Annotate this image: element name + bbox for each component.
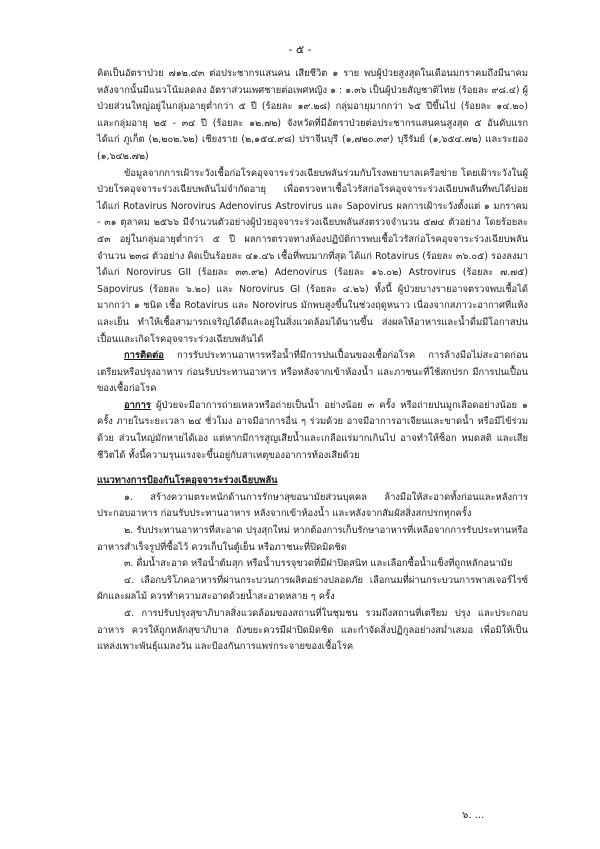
symptoms-text: ผู้ป่วยจะมีอาการถ่ายเหลวหรือถ่ายเป็นน้ำ อย่างน้อย ๓ ครั้ง หรือถ่ายปนมูกเลือดอย่างน้อย ๑ ครั้ง ภายในระยะเวลา ๒๔ ชั่วโมง อาจมีอาการอื่น ๆ ร่วมด้วย อาจมีอาการอาเจียนและขาดน้ำ หรือมีไข้ร่วมด้วย ส่วนใหญ่มักหายได้เอง แต่หากมีการสูญเสียน้ำและเกลือแร่มากเกินไป อาจทำให้ช็อก หมดสติ และเสียชีวิตได้ ทั้งนี้ความรุนแรงจะขึ้นอยู่กับสาเหตุของอาการท้องเสียด้วย xyxy=(97,399,528,461)
paragraph-incidence: คิดเป็นอัตราป่วย ๗๑๒.๔๓ ต่อประชากรแสนคน เสียชีวิต ๑ ราย พบผู้ป่วยสูงสุดในเดือนมกราคมถึงมีนาคม หลังจากนั้นมีแนวโน้มลดลง อัตราส่วนเพศชายต่อเพศหญิง ๑ : ๑.๓๖ เป็นผู้ป่วยสัญชาติไทย (ร้อยละ ๙๘.๔) ผู้ป่วยส่วนใหญ่อยู่ในกลุ่มอายุต่ำกว่า ๕ ปี (ร้อยละ ๑๙.๒๘) กลุ่มอายุมากกว่า ๖๕ ปีขึ้นไป (ร้อยละ ๑๔.๒๐) และกลุ่มอายุ ๒๕ - ๓๔ ปี (ร้อยละ ๑๒.๗๒) จังหวัดที่มีอัตราป่วยต่อประชากรแสนคนสูงสุด ๕ อันดับแรก ได้แก่ ภูเก็ต (๒,๒๐๒.๖๒) เชียงราย (๒,๑๕๔.๙๘) ปราจีนบุรี (๑,๗๒๐.๓๙) บุรีรัมย์ (๑,๖๕๔.๗๒) และระยอง (๑,๖๔๒.๗๒) xyxy=(97,68,528,162)
prevention-item-4: ๔. เลือกบริโภคอาหารที่ผ่านกระบวนการผลิตอย่างปลอดภัย เลือกนมที่ผ่านกระบวนการพาสเจอร์ไรซ์ ผักและผลไม้ ควรทำความสะอาดด้วยน้ำสะอาดหลาย ๆ ครั้ง xyxy=(97,574,528,603)
paragraph-symptoms xyxy=(97,398,528,464)
prevention-heading: แนวทางการป้องกันโรคอุจจาระร่วงเฉียบพลัน xyxy=(97,475,278,487)
prevention-item-1: ๑. สร้างความตระหนักด้านการรักษาสุขอนามัยส่วนบุคคล ล้างมือให้สะอาดทั้งก่อนและหลังการประกอบอาหาร ก่อนรับประทานอาหาร หลังจากเข้าห้องน้ำ และหลังจากสัมผัสสิ่งสกปรกทุกครั้ง xyxy=(97,491,528,520)
prevention-item-2: ๒. รับประทานอาหารที่สะอาด ปรุงสุกใหม่ หากต้องการเก็บรักษาอาหารที่เหลือจากการรับประทานหรืออาหารสำเร็จรูปที่ซื้อไว้ ควรเก็บในตู้เย็น หรือภาชนะที่ปิดมิดชิด xyxy=(97,525,528,553)
symptoms-term: อาการ xyxy=(124,399,151,411)
prevention-item-5: ๕. การปรับปรุงสุขาภิบาลสิ่งแวดล้อมของสถานที่ในชุมชน รวมถึงสถานที่เตรียม ปรุง และประกอบอาหาร ควรให้ถูกหลักสุขาภิบาล ถังขยะควรมีฝาปิดมิดชิด และกำจัดสิ่งปฏิกูลอย่างสม่ำเสมอ เพื่อมิให้เป็นแหล่งเพาะพันธุ์แมลงวัน และป้องกันการแพร่กระจายของเชื้อโรค xyxy=(97,608,528,653)
transmission-term: การติดต่อ xyxy=(124,350,164,362)
page-number: - ๕ - xyxy=(288,43,312,56)
section-spacer xyxy=(97,464,528,473)
paragraph-transmission xyxy=(97,348,528,398)
next-page-reference: ๖. ... xyxy=(462,810,485,821)
transmission-text: การรับประทานอาหารหรือน้ำที่มีการปนเปื้อนของเชื้อก่อโรค การล้างมือไม่สะอาดก่อนเตรียมหรือปรุงอาหาร ก่อนรับประทานอาหาร หรือหลังจากเข้าห้องน้ำ และภาชนะที่ใช้สกปรก มีการปนเปื้อนของเชื้อก่อโรค xyxy=(97,350,528,395)
document-body xyxy=(97,66,528,656)
paragraph-surveillance: ข้อมูลจากการเฝ้าระวังเชื้อก่อโรคอุจจาระร่วงเฉียบพลันร่วมกับโรงพยาบาลเครือข่าย โดยเฝ้าระวังในผู้ป่วยโรคอุจจาระร่วงเฉียบพลันไม่จำกัดอายุ เพื่อตรวจหาเชื้อไวรัสก่อโรคอุจจาระร่วงเฉียบพลันที่พบได้บ่อย ได้แก่ Rotavirus Norovirus Adenovirus Astrovirus และ Sapovirus ผลการเฝ้าระวังตั้งแต่ ๑ มกราคม - ๓๑ ตุลาคม ๒๕๖๖ มีจำนวนตัวอย่างผู้ป่วยอุจจาระร่วงเฉียบพลันส่งตรวจจำนวน ๕๗๔ ตัวอย่าง โดยร้อยละ ๕๓ อยู่ในกลุ่มอายุต่ำกว่า ๕ ปี ผลการตรวจทางห้องปฏิบัติการพบเชื้อไวรัสก่อโรคอุจจาระร่วงเฉียบพลันจำนวน ๒๓๘ ตัวอย่าง คิดเป็นร้อยละ ๔๑.๔๖ เชื้อที่พบมากที่สุด ได้แก่ Rotavirus (ร้อยละ ๓๖.๐๕) รองลงมา ได้แก่ Norovirus GII (ร้อยละ ๓๓.๙๒) Adenovirus (ร้อยละ ๑๖.๐๒) Astrovirus (ร้อยละ ๗.๗๕) Sapovirus (ร้อยละ ๖.๒๐) และ Norovirus GI (ร้อยละ ๔.๒๖) ทั้งนี้ ผู้ป่วยบางรายอาจตรวจพบเชื้อได้มากกว่า ๑ ชนิด เชื้อ Rotavirus และ Norovirus มักพบสูงขึ้นในช่วงฤดูหนาว เนื่องจากสภาวะอากาศที่แห้งและเย็น ทำให้เชื้อสามารถเจริญได้ดีและอยู่ในสิ่งแวดล้อมได้นานขึ้น ส่งผลให้อาหารและน้ำดื่มมีโอกาสปนเปื้อนและเกิดโรคอุจจาระร่วงเฉียบพลันได้ xyxy=(97,167,528,345)
prevention-item-3: ๓. ดื่มน้ำสะอาด หรือน้ำต้มสุก หรือน้ำบรรจุขวดที่มีฝาปิดสนิท และเลือกซื้อน้ำแข็งที่ถูกหลักอนามัย xyxy=(124,558,513,570)
